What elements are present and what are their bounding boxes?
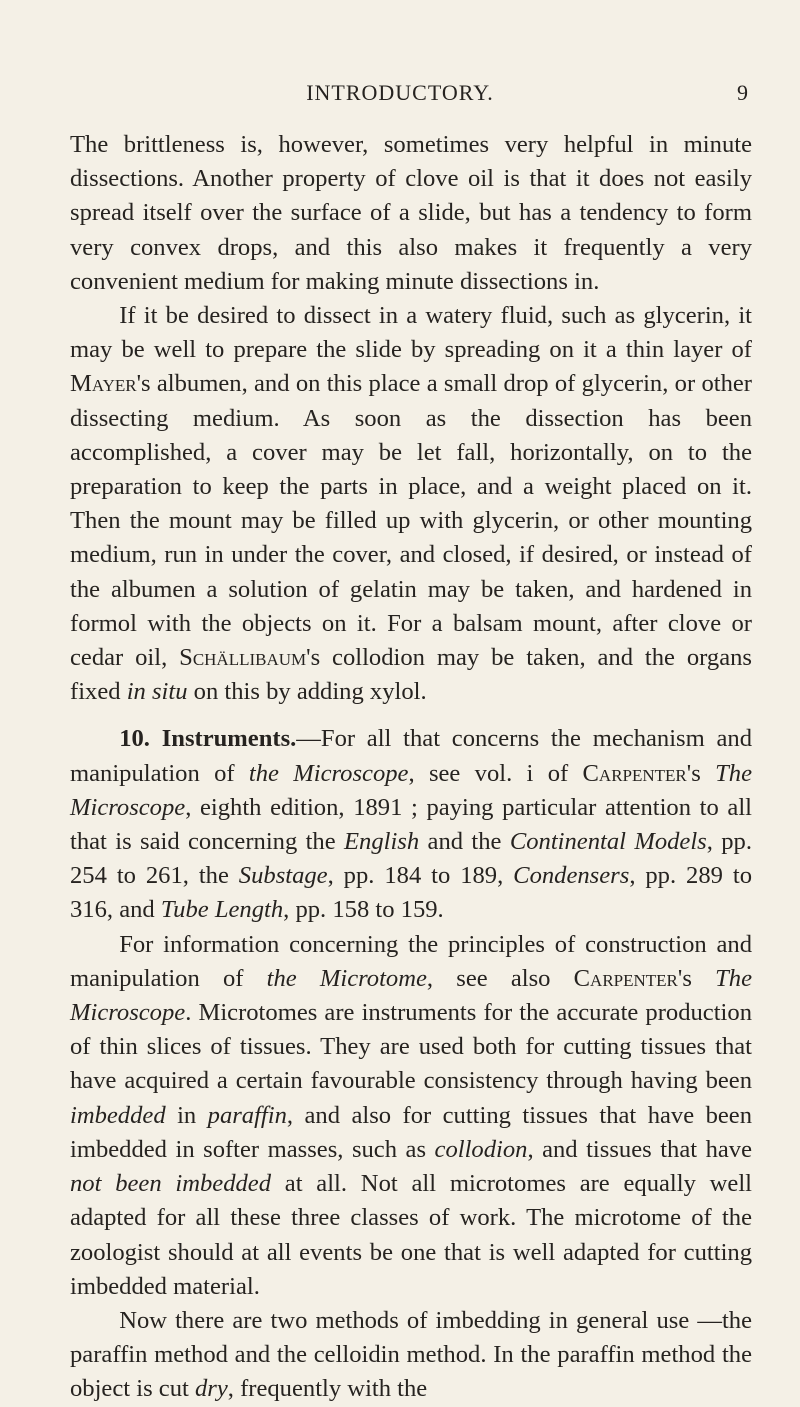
paragraph-text: , pp. 184 to 189, <box>327 862 514 890</box>
paragraph-text: 's albumen, and on this place a small drop of glycerin, or other dissecting medium. As soon as the dissection has been accomplished, a cover may be let fall, horizontally, on to the preparation to keep the parts in place, and a weight placed on it. Then the mount may be filled up with glycerin, or other mounting medium, run in under the cover, and closed, if desired, or instead of the albumen a solution of gelatin may be taken, and hardened in formol with the objects on it. For a balsam mount, after clove or cedar oil, <box>70 370 752 672</box>
italic-term: the Microscope <box>248 759 409 787</box>
paragraph-microtome <box>70 928 752 1304</box>
italic-term: Substage <box>238 862 328 890</box>
paragraph-text: , see also <box>426 964 574 992</box>
paragraph-text: , see vol. i of <box>408 759 583 787</box>
paragraph-text: and the <box>419 828 510 856</box>
paragraph-text: For information concerning the principles of construction and manipulation of <box>70 930 752 992</box>
page-number: 9 <box>737 80 748 105</box>
paragraph-text: on this by adding xylol. <box>187 678 427 706</box>
italic-term: not been imbedded <box>70 1170 272 1198</box>
author-name: Carpenter <box>573 964 678 992</box>
paragraph-text: If it be desired to dissect in a watery fluid, such as glycerin, it may be well to prepare the slide by spreading on it a thin layer of <box>70 302 752 364</box>
italic-term: dry <box>195 1375 228 1403</box>
italic-term: paraffin <box>207 1101 287 1129</box>
italic-term: collodion <box>434 1135 528 1163</box>
section-instruments <box>70 722 752 927</box>
book-title: The Microscope <box>70 964 752 1027</box>
italic-term: English <box>344 828 420 856</box>
italic-term: the Microtome <box>266 964 427 992</box>
paragraph-imbedding-methods <box>70 1304 752 1407</box>
italic-term: Condensers <box>513 862 630 890</box>
running-head: INTRODUCTORY. <box>306 80 494 105</box>
author-name: Mayer <box>70 370 137 398</box>
paragraph-watery-fluid <box>70 299 752 709</box>
paragraph-text: 's <box>677 964 716 992</box>
book-title: The Microscope <box>70 759 752 821</box>
paragraph-text: , frequently with the <box>227 1375 428 1403</box>
italic-term: imbedded <box>70 1101 166 1129</box>
page-header <box>0 80 800 110</box>
page-body <box>70 128 752 1407</box>
paragraph-text: , pp. 158 to 159. <box>283 896 444 924</box>
author-name: Schällibaum <box>179 644 307 672</box>
italic-term: Tube Length <box>160 896 284 924</box>
paragraph-text: , pp. 254 to 261, the <box>70 828 752 890</box>
paragraph-text: , pp. 289 to 316, and <box>70 862 752 924</box>
paragraph-text: The brittleness is, however, sometimes very helpful in minute dissections. Another property of clove oil is that it does not easily spread itself over the surface of a slide, but has a tendency to form very convex drops, and this also makes it frequently a very convenient medium for making minute dissections in. <box>70 131 752 295</box>
paragraph-text: , and also for cutting tissues that have been imbedded in softer masses, such as <box>70 1101 752 1163</box>
italic-term: Continental Models <box>509 828 707 856</box>
paragraph-text: in <box>165 1101 208 1129</box>
paragraph-text: 's collodion may be taken, and the organs fixed <box>70 644 752 706</box>
paragraph-text: at all. Not all microtomes are equally well adapted for all these three classes of work. The microtome of the zoologist should at all events be one that is well adapted for cutting imbedded material. <box>70 1170 752 1300</box>
section-title: Instruments. <box>161 725 297 753</box>
paragraph-text: . Microtomes are instruments for the accurate production of thin slices of tissues. They are used both for cutting tissues that have acquired a certain favourable consistency through having been <box>70 999 752 1095</box>
paragraph-text: , and tissues that have <box>527 1135 753 1163</box>
paragraph-text: Now there are two methods of imbedding in general use —the paraffin method and the celloidin method. In the paraffin method the object is cut <box>70 1306 752 1403</box>
italic-term: in situ <box>126 678 188 706</box>
paragraph-brittleness <box>70 128 752 299</box>
paragraph-text: —For all that concerns the mechanism and manipulation of <box>70 725 752 787</box>
paragraph-text: , eighth edition, 1891 ; paying particular attention to all that is said concerning the <box>70 793 752 856</box>
author-name: Carpenter <box>582 759 687 787</box>
section-number: 10. <box>119 725 150 753</box>
paragraph-text: 's <box>686 759 716 787</box>
